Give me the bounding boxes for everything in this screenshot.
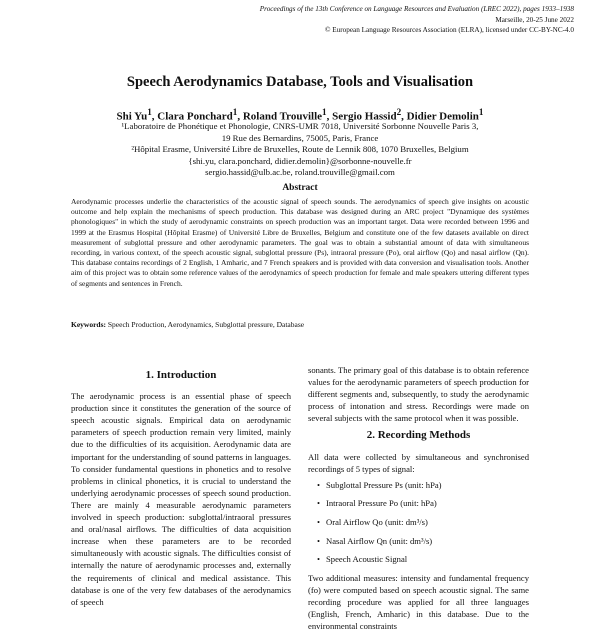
bullet-icon: • xyxy=(317,498,321,509)
email-line-1: {shi.yu, clara.ponchard, didier.demolin}@sorbonne-nouvelle.fr xyxy=(188,155,412,166)
list-item xyxy=(317,516,529,528)
affiliations xyxy=(0,121,600,179)
header-line-2: Marseille, 20-25 June 2022 xyxy=(495,15,574,24)
proceedings-header xyxy=(260,4,574,36)
recording-intro-paragraph: All data were collected by simultaneous and synchronised recordings of 5 types of signal: xyxy=(308,451,529,474)
header-line-3: © European Language Resources Association (ELRA), licensed under CC-BY-NC-4.0 xyxy=(325,26,574,34)
list-item xyxy=(317,535,529,547)
keywords-label: Keywords: xyxy=(71,320,106,329)
abstract-text: Aerodynamic processes underlie the characteristics of the acoustic signal of speech sounds. The aerodynamics of speech give insights on acoustic outcome and help explain the mechanisms of speech production. This database was designed during an ARC project "Dynamique des systèmes phonologiques" in which the study of aerodynamic constraints on speech production was an important target. Data were recorded between 1996 and 1999 at the Erasmus Hospital (Hôpital Erasme) of Université Libre de Bruxelles, Belgium and constitute one of the few datasets available on direct measurement of subglottal pressure and other aerodynamic parameters. The goal was to obtain a substantial amount of data with simultaneous recording, in various context, of the speech acoustic signal, subglottal pressure (Ps), intraoral pressure (Po), oral airflow (Qo) and nasal airflow (Qn). This database contains recordings of 2 English, 1 Amharic, and 7 French speakers and is provided with data conversion and visualisation tools. Another aim of this project was to obtain some reference values of the aerodynamics of speech production for female and male speakers uttering different types of segments and sentences in French. xyxy=(71,197,529,288)
bullet-icon: • xyxy=(317,516,321,527)
abstract-heading: Abstract xyxy=(282,183,318,193)
paper-title: Speech Aerodynamics Database, Tools and Visualisation xyxy=(126,74,474,90)
keywords-text: Speech Production, Aerodynamics, Subglottal pressure, Database xyxy=(107,320,305,329)
email-line-2: sergio.hassid@ulb.ac.be, roland.trouville@gmail.com xyxy=(205,167,395,178)
continued-paragraph: sonants. The primary goal of this database is to obtain reference values for the aerodynamic parameters of speech production for different segments and, subsequently, to study the aerodynamic process of intonation and stress. Recordings were made on several subjects with the same protocol when it was possible. xyxy=(308,365,529,424)
author-name: Shi Yu xyxy=(116,110,148,123)
signal-label: Intraoral Pressure Po (unit: hPa) xyxy=(326,498,437,509)
author-name: Sergio Hassid xyxy=(332,110,397,123)
section-heading-introduction: 1. Introduction xyxy=(145,369,217,381)
author-affiliation-mark: 1 xyxy=(232,107,238,117)
list-item xyxy=(317,497,529,509)
right-column xyxy=(308,364,529,636)
recording-methods-paragraph: Two additional measures: intensity and fundamental frequency (fo) were computed based on speech acoustic signal. The same recording procedure was applied for all three languages (English, French, Amharic) in this database. Due to the environmental constraints xyxy=(308,572,529,632)
signal-label: Nasal Airflow Qn (unit: dm³/s) xyxy=(326,535,433,546)
list-item xyxy=(317,553,529,565)
keywords xyxy=(71,320,529,329)
author-affiliation-mark: 2 xyxy=(396,107,402,117)
list-item xyxy=(317,479,529,491)
introduction-paragraph: The aerodynamic process is an essential phase of speech production since it constitutes the generation of the source of speech acoustic signals. Empirical data on aerodynamic parameters of speech production remain very limited, mainly due to the difficulties of its acquisition. Aerodynamic data are important for the understanding of sound patterns in languages. To consider fundamental questions in phonetics and to resolve problems in clinical phonetics, it is crucial to understand the underlying aerodynamic processes of speech sound production. There are mainly 4 measurable aerodynamic parameters involved in speech production: subglottal/intraoral pressures and oral/nasal airflows. The difficulties of data acquisition increase when these parameters are to be recorded simultaneously with acoustic signals. The difficulties consist of internally the nature of aerodynamic processes and, externally the requirements of clinical and medical assistance. This database is one of the very few databases of the aerodynamics of speech xyxy=(71,391,291,607)
affiliation-1-line-2: 19 Rue des Bernardins, 75005, Paris, France xyxy=(221,132,379,143)
signal-list xyxy=(308,479,529,565)
affiliation-2-line-1: ²Hôpital Erasme, Université Libre de Bruxelles, Route de Lennik 808, 1070 Bruxelles, Belgium xyxy=(131,144,469,155)
signal-label: Speech Acoustic Signal xyxy=(326,554,408,565)
author-affiliation-mark: 1 xyxy=(147,107,152,117)
author-affiliation-mark: 1 xyxy=(322,107,327,117)
author-name: Roland Trouville xyxy=(242,110,323,123)
author-name: Clara Ponchard xyxy=(157,110,233,123)
bullet-icon: • xyxy=(317,535,321,546)
section-heading-recording-methods: 2. Recording Methods xyxy=(366,429,471,442)
affiliation-1-line-1: ¹Laboratoire de Phonétique et Phonologie, CNRS-UMR 7018, Université Sorbonne Nouvelle Paris 3, xyxy=(121,121,479,131)
header-line-1: Proceedings of the 13th Conference on Language Resources and Evaluation (LREC 2022), pages 1933–1938 xyxy=(259,5,574,13)
bullet-icon: • xyxy=(317,554,321,565)
author-list: Shi Yu$^1$, Clara Ponchard$^1$, Roland Trouville$^1$, Sergio Hassid$^2$, Didier Demolin$^1$ xyxy=(116,107,484,123)
bullet-icon: • xyxy=(317,479,321,490)
signal-label: Oral Airflow Qo (unit: dm³/s) xyxy=(326,516,428,527)
author-name: Didier Demolin xyxy=(406,110,479,123)
author-affiliation-mark: 1 xyxy=(478,107,484,117)
left-column xyxy=(71,364,291,612)
signal-label: Subglottal Pressure Ps (unit: hPa) xyxy=(326,479,442,490)
